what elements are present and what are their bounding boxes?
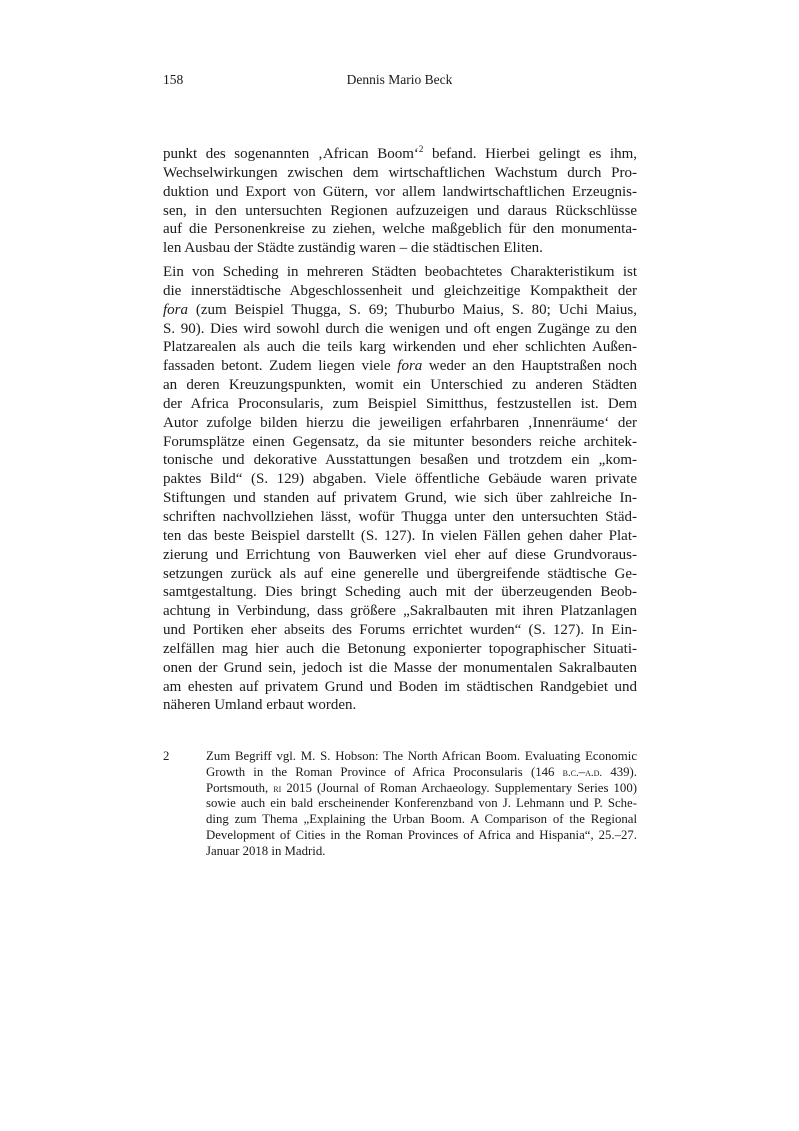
text-segment: befand. Hierbei gelingt es ihm, bbox=[423, 146, 638, 162]
text-line: samtgestaltung. Dies bringt Scheding auch mit der überzeugenden Beob- bbox=[163, 584, 637, 601]
text-line: Januar 2018 in Madrid. bbox=[206, 843, 326, 858]
small-caps-text: ri bbox=[273, 782, 282, 795]
text-line: schriften nachvollziehen lässt, wofür Thugga unter den untersuchten Städ- bbox=[163, 508, 637, 525]
text-line: zierung und Errichtung von Bauwerken viel eher auf diese Grundvoraus- bbox=[163, 546, 637, 563]
italic-text: fora bbox=[163, 301, 189, 318]
text-line bbox=[206, 765, 637, 781]
text-line: die innerstädtische Abgeschlossenheit und gleichzeitige Kompaktheit der bbox=[163, 282, 637, 299]
text-line: am ehesten auf privatem Grund und Boden im städtischen Randgebiet und bbox=[163, 678, 637, 695]
page-number: 158 bbox=[163, 72, 184, 87]
body-paragraph-1 bbox=[163, 145, 637, 258]
text-line: Development of Cities in the Roman Provinces of Africa and Hispania“, 25.–27. bbox=[206, 827, 637, 842]
text-line: paktes Bild“ (S. 129) abgaben. Viele öffentliche Gebäude waren private bbox=[163, 471, 637, 488]
footnote-text bbox=[206, 749, 637, 860]
text-line: an deren Kreuzungspunkten, womit ein Unterschied zu anderen Städten bbox=[163, 377, 637, 394]
running-head-text: Dennis Mario Beck bbox=[346, 72, 453, 87]
text-segment: weder an den Hauptstraßen noch bbox=[422, 358, 637, 375]
text-line: auf die Personenkreise zu ziehen, welche maßgeblich für den monumenta- bbox=[163, 221, 637, 238]
text-line: sowie auch ein bald erscheinender Konferenzband von J. Lehmann und P. Sche- bbox=[206, 796, 637, 811]
text-line: Autor zufolge bilden hierzu die jeweiligen erfahrbaren ‚Innenräume‘ der bbox=[163, 414, 637, 431]
text-line: len Ausbau der Städte zuständig waren – die städtischen Eliten. bbox=[163, 240, 543, 257]
text-segment: Growth in the Roman Province of Africa Proconsularis (146 bbox=[206, 764, 563, 779]
text-segment: (zum Beispiel Thugga, S. 69; Thuburbo Maius, S. 80; Uchi Maius, bbox=[188, 301, 637, 318]
footnote-reference: 2 bbox=[418, 144, 424, 154]
text-line: achtung in Verbindung, dass größere „Sakralbauten mit ihren Platzanlagen bbox=[163, 603, 637, 620]
text-line: Wechselwirkungen zwischen dem wirtschaftlichen Wachstum durch Pro- bbox=[163, 164, 637, 181]
text-line bbox=[163, 301, 637, 320]
text-line: tonische und dekorative Ausstattungen besaßen und trotzdem ein „kom- bbox=[163, 452, 637, 469]
text-line: der Africa Proconsularis, zum Beispiel Simitthus, festzustellen ist. Dem bbox=[163, 395, 637, 412]
running-head bbox=[0, 72, 799, 88]
text-segment: Portsmouth, bbox=[206, 780, 274, 795]
italic-text: fora bbox=[397, 358, 423, 375]
text-line: setzungen zurück als auf eine generelle und übergreifende städtische Ge- bbox=[163, 565, 637, 582]
text-segment: 439). bbox=[602, 764, 638, 779]
text-line: Ein von Scheding in mehreren Städten beobachtetes Charakteristikum ist bbox=[163, 264, 637, 280]
text-segment: fassaden betont. Zudem liegen viele bbox=[163, 358, 398, 375]
text-line: und Portiken eher abseits des Forums errichtet wurden“ (S. 127). In Ein- bbox=[163, 622, 637, 639]
small-caps-text: b.c. bbox=[562, 766, 579, 779]
text-line bbox=[163, 357, 637, 376]
text-line: onen der Grund sein, jedoch ist die Masse der monumentalen Sakralbauten bbox=[163, 659, 637, 676]
text-segment: – bbox=[578, 764, 586, 779]
text-line: ding zum Thema „Explaining the Urban Boom. A Comparison of the Regional bbox=[206, 812, 637, 827]
text-line bbox=[206, 781, 637, 797]
text-line: Stiftungen und standen auf privatem Grund, wie sich über zahlreiche In- bbox=[163, 490, 637, 507]
footnote-number: 2 bbox=[163, 749, 170, 763]
text-line: ten das beste Beispiel darstellt (S. 127). In vielen Fällen gehen daher Plat- bbox=[163, 527, 637, 544]
text-line bbox=[163, 145, 637, 164]
text-line: sen, in den untersuchten Regionen aufzuzeigen und daraus Rückschlüsse bbox=[163, 202, 637, 219]
text-line: duktion und Export von Gütern, vor allem landwirtschaftlichen Erzeugnis- bbox=[163, 183, 637, 200]
text-line: Zum Begriff vgl. M. S. Hobson: The North African Boom. Evaluating Economic bbox=[206, 749, 637, 763]
text-line: Forumsplätze einen Gegensatz, da sie mitunter besonders reiche architek- bbox=[163, 433, 637, 450]
body-paragraph-2 bbox=[163, 263, 637, 715]
small-caps-text: a.d. bbox=[585, 766, 603, 779]
text-line: Platzarealen als auch die teils karg wirkenden und eher schlichten Außen- bbox=[163, 339, 637, 356]
text-line: zelfällen mag hier auch die Betonung exponierter topographischer Situati- bbox=[163, 640, 637, 657]
text-segment: 2015 (Journal of Roman Archaeology. Supplementary Series 100) bbox=[281, 780, 637, 795]
text-line: S. 90). Dies wird sowohl durch die wenigen und oft engen Zugänge zu den bbox=[163, 320, 637, 337]
text-segment: punkt des sogenannten ‚African Boom‘ bbox=[163, 146, 419, 162]
text-line: näheren Umland erbaut worden. bbox=[163, 697, 357, 714]
